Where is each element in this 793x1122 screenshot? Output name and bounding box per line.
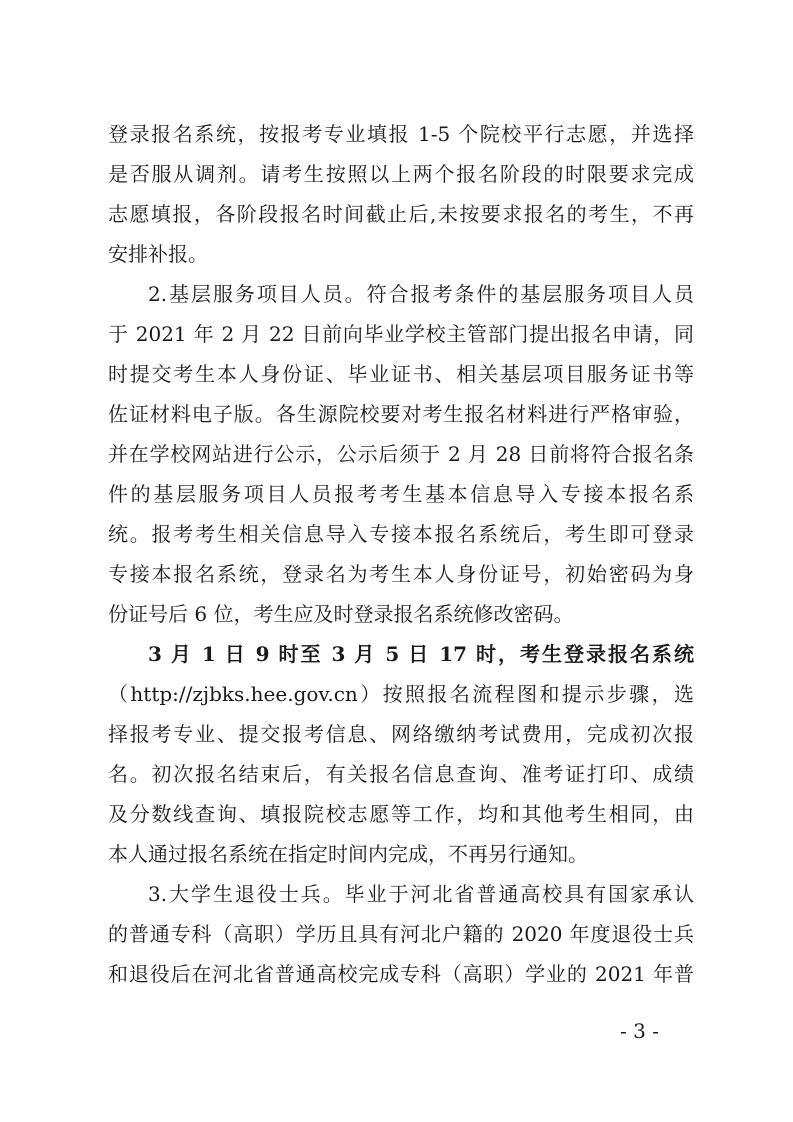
text-line: 的普通专科（高职）学历且具有河北户籍的 2020 年度退役士兵 xyxy=(108,922,694,946)
text-line: 时提交考生本人身份证、毕业证书、相关基层项目服务证书等 xyxy=(108,362,694,386)
paragraph xyxy=(108,274,694,634)
text-line: 及分数线查询、填报院校志愿等工作，均和其他考生相同，由 xyxy=(108,802,694,826)
text-line: 并在学校网站进行公示，公示后须于 2 月 28 日前将符合报名条 xyxy=(108,442,694,466)
paragraph xyxy=(108,114,694,274)
text-line: 3.大学生退役士兵。毕业于河北省普通高校具有国家承认 xyxy=(148,882,694,906)
page-number: - 3 - xyxy=(620,1019,659,1043)
text-line: 和退役后在河北省普通高校完成专科（高职）学业的 2021 年普 xyxy=(108,962,694,986)
text-line: 本人通过报名系统在指定时间内完成，不再另行通知。 xyxy=(108,842,588,866)
text-line: 是否服从调剂。请考生按照以上两个报名阶段的时限要求完成 xyxy=(108,162,694,186)
text-line: 统。报考考生相关信息导入专接本报名系统后，考生即可登录 xyxy=(108,522,694,546)
text-line: （http://zjbks.hee.gov.cn）按照报名流程图和提示步骤，选 xyxy=(108,682,694,706)
document-body xyxy=(108,114,694,994)
text-line: 登录报名系统，按报考专业填报 1-5 个院校平行志愿，并选择 xyxy=(108,122,694,146)
paragraph xyxy=(108,634,694,874)
text-line: 安排补报。 xyxy=(108,242,208,266)
text-line: 于 2021 年 2 月 22 日前向毕业学校主管部门提出报名申请，同 xyxy=(108,322,694,346)
text-line: 佐证材料电子版。各生源院校要对考生报名材料进行严格审验， xyxy=(108,402,694,426)
text-line: 3 月 1 日 9 时至 3 月 5 日 17 时，考生登录报名系统 xyxy=(148,642,694,666)
text-line: 专接本报名系统，登录名为考生本人身份证号，初始密码为身 xyxy=(108,562,694,586)
text-line: 志愿填报，各阶段报名时间截止后,未按要求报名的考生，不再 xyxy=(108,202,694,226)
text-line: 2.基层服务项目人员。符合报考条件的基层服务项目人员 xyxy=(148,282,694,306)
text-line: 件的基层服务项目人员报考考生基本信息导入专接本报名系 xyxy=(108,482,694,506)
text-line: 份证号后 6 位，考生应及时登录报名系统修改密码。 xyxy=(108,602,574,626)
paragraph xyxy=(108,874,694,994)
text-line: 名。初次报名结束后，有关报名信息查询、准考证打印、成绩 xyxy=(108,762,694,786)
text-line: 择报考专业、提交报考信息、网络缴纳考试费用，完成初次报 xyxy=(108,722,694,746)
